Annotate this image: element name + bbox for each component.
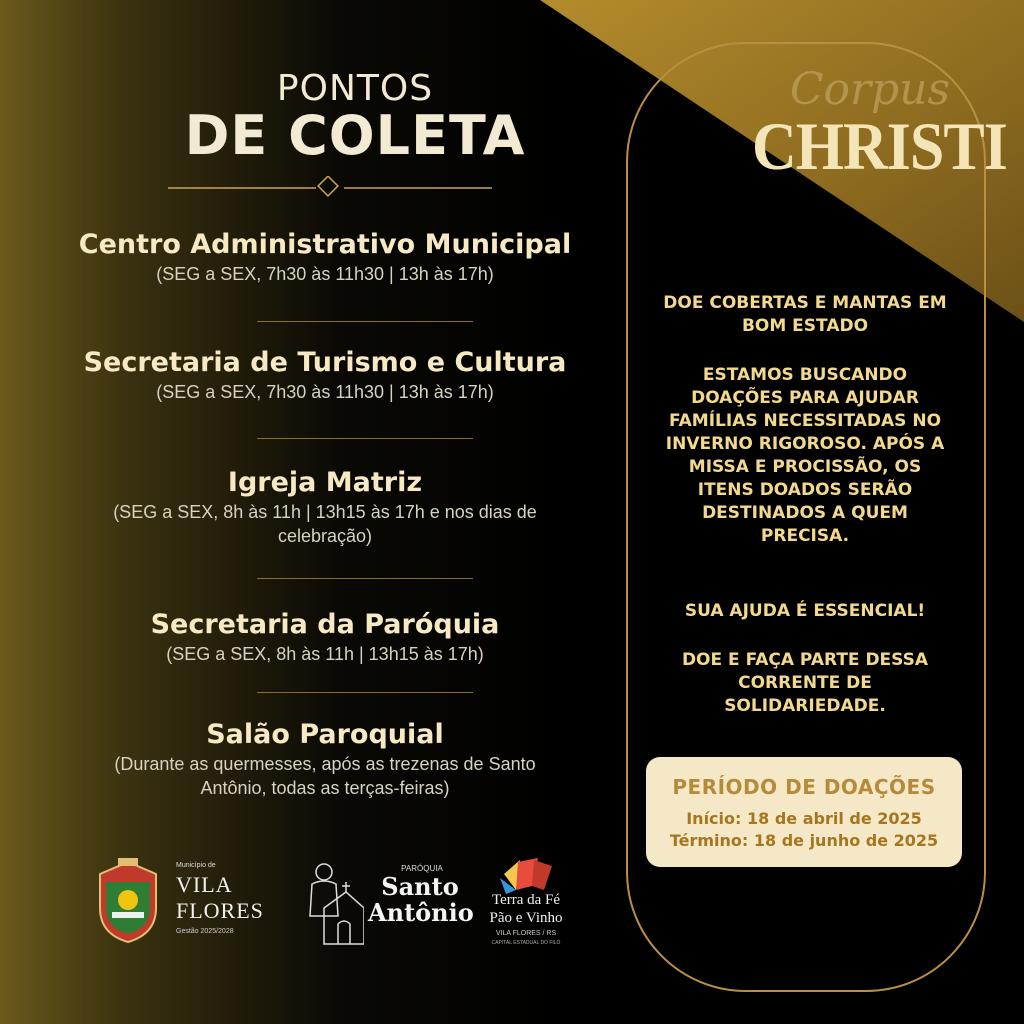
vila-flores-small: Município de <box>176 862 216 869</box>
location-item <box>60 346 590 404</box>
location-name: Salão Paroquial <box>206 719 444 750</box>
church-icon <box>298 858 364 948</box>
location-hours: (SEG a SEX, 8h às 11h | 13h15 às 17h e nos dias de celebração) <box>113 502 537 546</box>
period-end: Término: 18 de junho de 2025 <box>669 831 939 850</box>
location-item <box>60 466 590 548</box>
location-item <box>60 718 590 800</box>
location-hours: (SEG a SEX, 7h30 às 11h30 | 13h às 17h) <box>156 382 494 402</box>
brand-christi: CHRISTI <box>752 109 1007 185</box>
location-separator <box>257 692 473 693</box>
location-name: Igreja Matriz <box>227 467 423 498</box>
panel-body: ESTAMOS BUSCANDO DOAÇÕES PARA AJUDAR FAMÍLIAS NECESSITADAS NO INVERNO RIGOROSO. APÓS A MISSA E PROCISSÃO, OS ITENS DOADOS SERÃO DESTINADOS A QUEM PRECISA. <box>665 365 945 546</box>
location-separator <box>257 438 473 439</box>
vila-flores-line2: FLORES <box>176 898 264 923</box>
paroquia-line2: Antônio <box>368 898 474 927</box>
terra-line2: Pão e Vinho <box>489 910 563 926</box>
location-name: Centro Administrativo Municipal <box>78 229 572 260</box>
location-hours: (Durante as quermesses, após as trezenas de Santo Antônio, todas as terças-feiras) <box>114 754 536 798</box>
brand-corpus: Corpus <box>789 64 951 115</box>
coat-of-arms-icon <box>92 856 164 946</box>
location-hours: (SEG a SEX, 7h30 às 11h30 | 13h às 17h) <box>156 264 494 284</box>
panel-help: SUA AJUDA É ESSENCIAL! <box>684 601 926 621</box>
logo-paroquia <box>298 858 474 948</box>
logo-terra-da-fe <box>476 856 576 956</box>
location-item <box>60 228 590 286</box>
location-separator <box>257 321 473 322</box>
panel-cta: DOE E FAÇA PARTE DESSA CORRENTE DE SOLIDARIEDADE. <box>681 650 929 716</box>
title-line-1: PONTOS <box>276 68 434 109</box>
location-name: Secretaria da Paróquia <box>150 609 500 640</box>
location-name: Secretaria de Turismo e Cultura <box>83 347 567 378</box>
terra-line1: Terra da Fé <box>491 892 561 908</box>
flag-icon <box>498 856 554 896</box>
period-start: Início: 18 de abril de 2025 <box>686 809 922 828</box>
period-title: PERÍODO DE DOAÇÕES <box>672 775 936 799</box>
location-item <box>60 608 590 666</box>
vila-flores-sub: Gestão 2025/2028 <box>176 928 234 935</box>
paroquia-small: PARÓQUIA <box>401 864 443 873</box>
logo-vila-flores <box>92 856 292 946</box>
location-hours: (SEG a SEX, 8h às 11h | 13h15 às 17h) <box>166 644 484 664</box>
title-line-2: DE COLETA <box>184 104 526 167</box>
vila-flores-line1: VILA <box>176 872 233 897</box>
panel-heading: DOE COBERTAS E MANTAS EM BOM ESTADO <box>663 293 947 336</box>
paroquia-line1: Santo <box>381 872 459 901</box>
terra-line3: VILA FLORES / RS <box>495 930 557 937</box>
title-divider <box>168 176 492 200</box>
location-separator <box>257 578 473 579</box>
terra-line4: CAPITAL ESTADUAL DO FILÓ <box>491 940 561 946</box>
donation-period-box <box>646 757 962 867</box>
